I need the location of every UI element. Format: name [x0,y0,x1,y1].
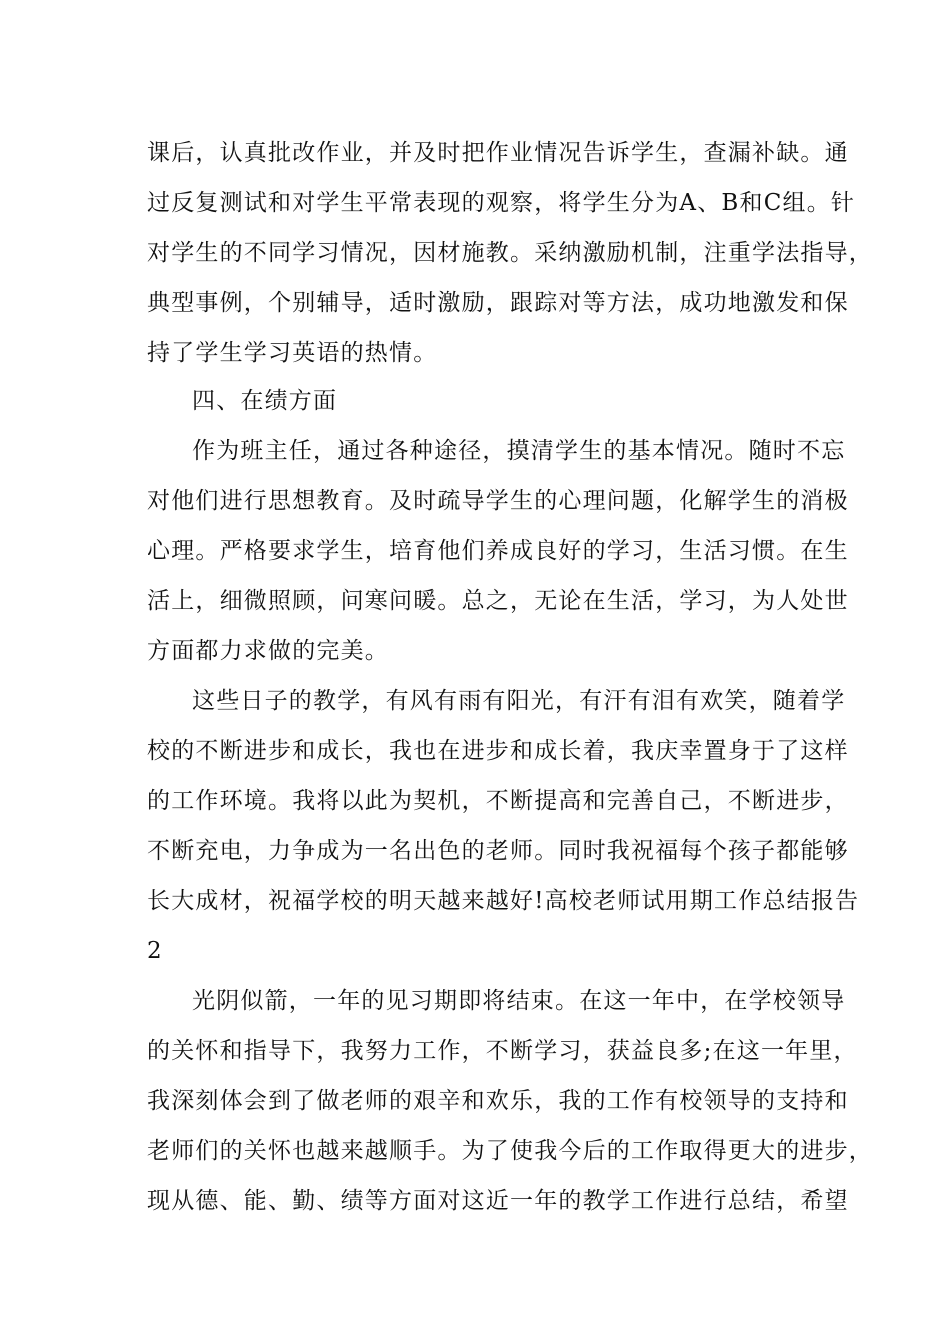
text-line: 我深刻体会到了做老师的艰辛和欢乐，我的工作有校领导的支持和 [147,1088,849,1114]
text-line: 老师们的关怀也越来越顺手。为了使我今后的工作取得更大的进步， [147,1138,873,1164]
text-line: 典型事例，个别辅导，适时激励，跟踪对等方法，成功地激发和保 [147,290,849,316]
text-line: 对学生的不同学习情况，因材施教。采纳激励机制，注重学法指导， [147,240,873,266]
text-line: 这些日子的教学，有风有雨有阳光，有汗有泪有欢笑，随着学 [192,688,846,714]
text-line: 对他们进行思想教育。及时疏导学生的心理问题，化解学生的消极 [147,488,849,514]
text-line: 不断充电，力争成为一名出色的老师。同时我祝福每个孩子都能够 [147,838,849,864]
text-line: 心理。严格要求学生，培育他们养成良好的学习，生活习惯。在生 [147,538,849,564]
text-line: 方面都力求做的完美。 [147,638,389,664]
text-line: 课后，认真批改作业，并及时把作业情况告诉学生，查漏补缺。通 [147,140,849,166]
text-line: 光阴似箭，一年的见习期即将结束。在这一年中，在学校领导 [192,988,846,1014]
text-line: 的工作环境。我将以此为契机，不断提高和完善自己，不断进步， [147,788,849,814]
text-line: 活上，细微照顾，问寒问暖。总之，无论在生活，学习，为人处世 [147,588,849,614]
text-line: 过反复测试和对学生平常表现的观察，将学生分为A、B和C组。针 [147,190,856,216]
text-line: 长大成材，祝福学校的明天越来越好!高校老师试用期工作总结报告 [147,888,860,914]
section-heading: 四、在绩方面 [192,388,338,414]
text-line: 的关怀和指导下，我努力工作，不断学习，获益良多;在这一年里， [147,1038,858,1064]
text-line: 作为班主任，通过各种途径，摸清学生的基本情况。随时不忘 [192,438,846,464]
text-line: 现从德、能、勤、绩等方面对这近一年的教学工作进行总结，希望 [147,1188,849,1214]
text-line: 持了学生学习英语的热情。 [147,340,438,366]
text-line: 校的不断进步和成长，我也在进步和成长着，我庆幸置身于了这样 [147,738,849,764]
text-line: 2 [147,938,163,964]
